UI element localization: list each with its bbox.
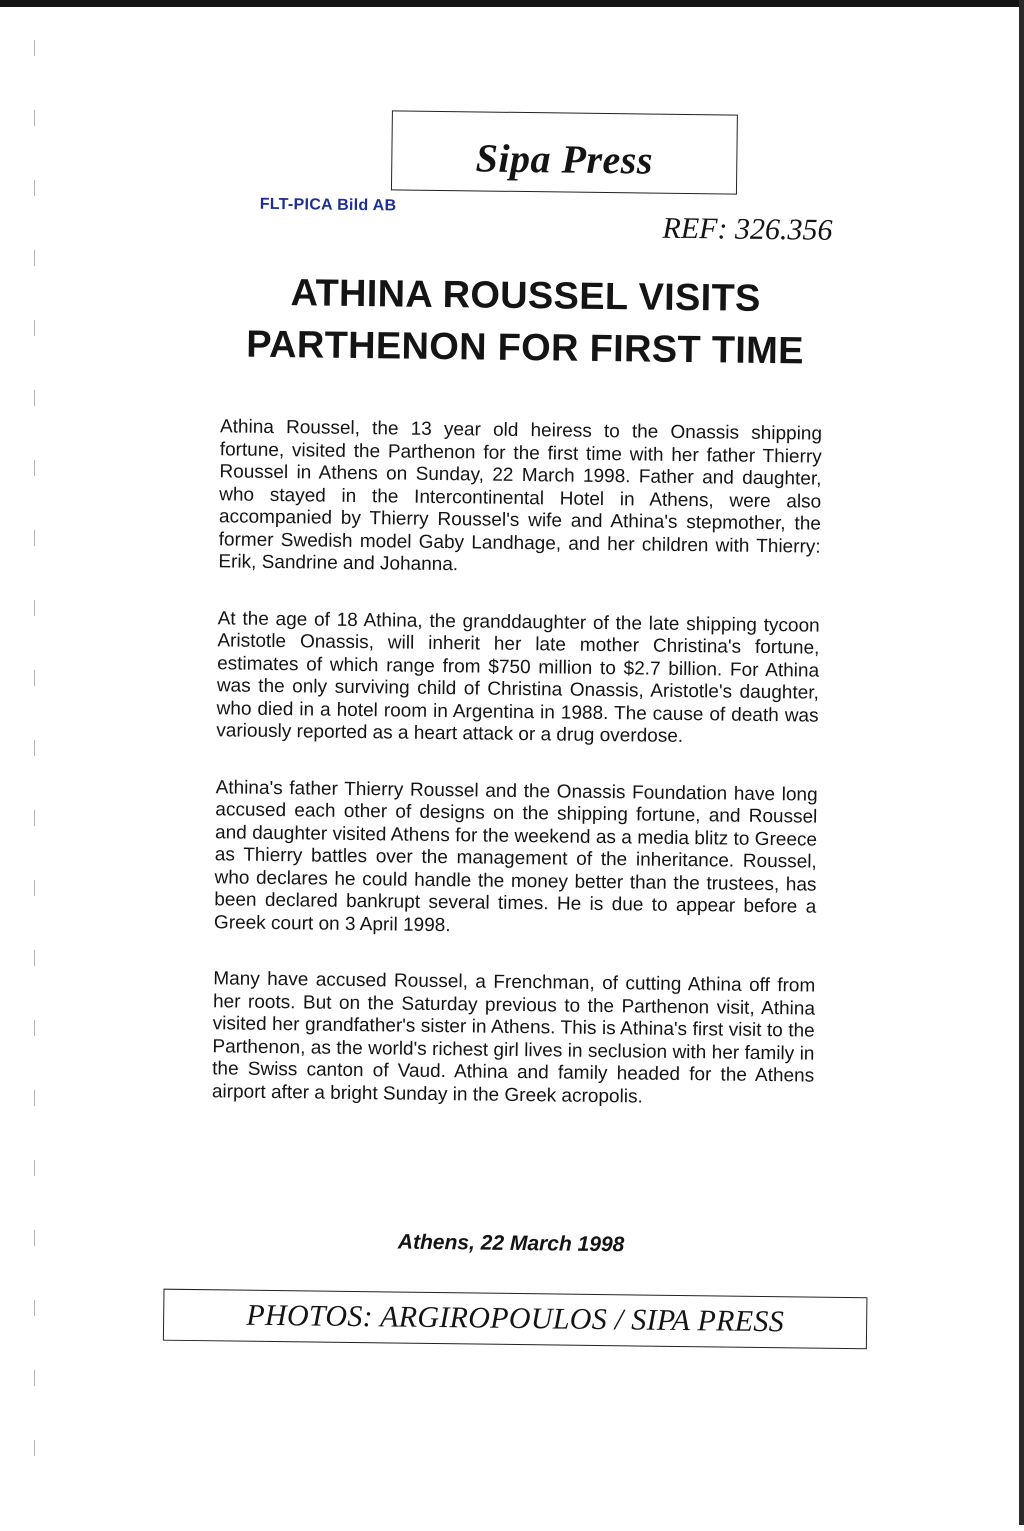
photo-credit: PHOTOS: ARGIROPOULOS / SIPA PRESS xyxy=(246,1298,785,1339)
agency-logo-box xyxy=(391,110,738,194)
paragraph: At the age of 18 Athina, the granddaughter of the late shipping tycoon Aristotle Onassis, will inherit her late mother Christina's fortune, estimates of which range from $750 million to $2.7 billion. For Athina was the only surviving child of Christina Onassis, Aristotle's daughter, who died in a hotel room in Argentina in 1988. The cause of death was variously reported as a heart attack or a drug overdose. xyxy=(216,607,820,747)
headline: ATHINA ROUSSEL VISITS PARTHENON FOR FIRST TIME xyxy=(246,272,805,373)
photo-credit-box xyxy=(163,1289,868,1350)
dateline: Athens, 22 March 1998 xyxy=(397,1230,625,1257)
reference-number: REF: 326.356 xyxy=(662,211,833,247)
article-body xyxy=(211,416,822,1144)
paragraph: Athina Roussel, the 13 year old heiress to the Onassis shipping fortune, visited the Parthenon for the first time with her father Thierry Roussel in Athens on Sunday, 22 March 1998. Father and daughter, who stayed in the Intercontinental Hotel in Athens, were also accompanied by Thierry Roussel's wife and Athina's stepmother, the former Swedish model Gaby Landhage, and her children with Thierry: Erik, Sandrine and Johanna. xyxy=(218,416,823,576)
paragraph: Many have accused Roussel, a Frenchman, of cutting Athina off from her roots. But on the Saturday previous to the Parthenon visit, Athina visited her grandfather's sister in Athens. This is Athina's first visit to the Parthenon, as the world's richest girl lives in seclusion with her family in the Swiss canton of Vaud. Athina and family headed for the Athens airport after a bright Sunday in the Greek acropolis. xyxy=(211,968,816,1108)
paragraph: Athina's father Thierry Roussel and the Onassis Foundation have long accused each other of designs on the shipping fortune, and Roussel and daughter visited Athens for the weekend as a media blitz to Greece as Thierry battles over the management of the inheritance. Roussel, who declares he could handle the money better than the trustees, has been declared bankrupt several times. He is due to appear before a Greek court on 3 April 1998. xyxy=(213,776,818,936)
archive-stamp: FLT-PICA Bild AB xyxy=(259,195,397,215)
agency-name: Sipa Press xyxy=(475,134,654,183)
